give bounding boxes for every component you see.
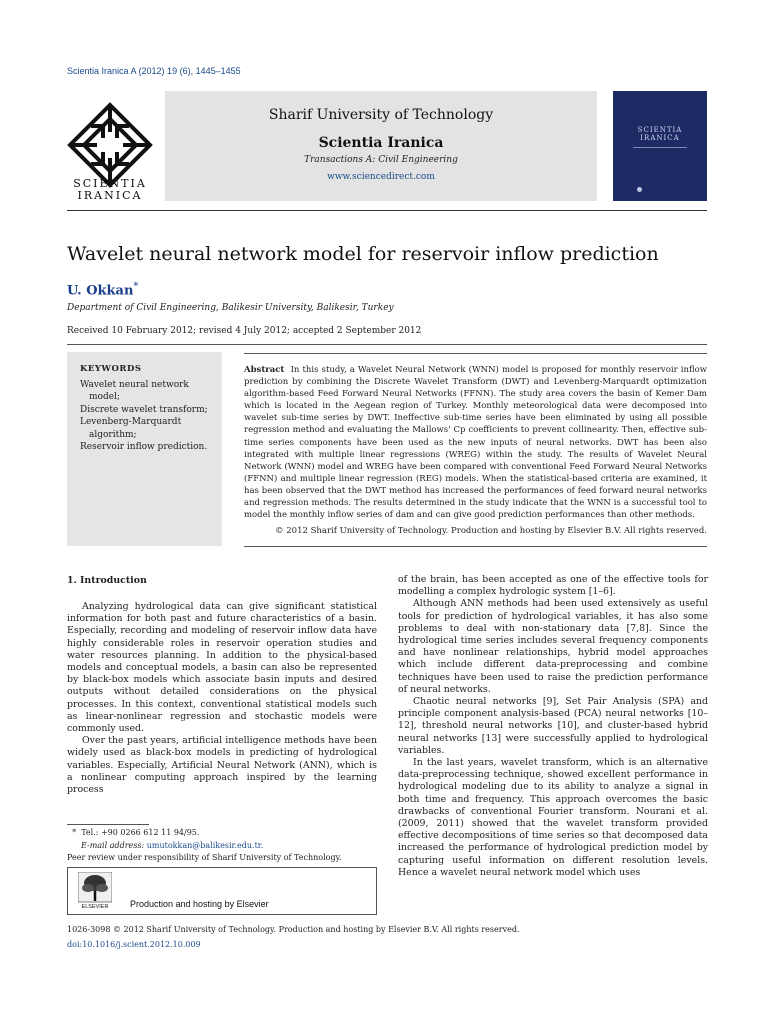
university-name: Sharif University of Technology [268,107,494,123]
author-name: U. Okkan [67,283,134,299]
abstract-rule-top [244,353,707,354]
paragraph: In the last years, wavelet transform, which is an alternative data-preprocessing technique, showed excellent performance in hydrological modeling due to its ability to analyze a signal in both time and frequency. This approach overcomes the basic drawbacks of conventional Fourier transform. Nourani et al. (2009, 2011) showed that the wavelet transform provided effective decompositions of time series so that decomposed data increased the performance of hydrological prediction model by capturing useful information on different resolution levels. Hence a wavelet neural network model which uses [398,757,708,878]
keywords-box [67,352,222,546]
journal-cover-image [613,91,707,201]
author-footnote-mark[interactable]: * [133,281,139,292]
logo-line-1: SCIENTIA [73,177,147,190]
keyword-item: Wavelet neural network model; [80,380,189,403]
section-heading-introduction: 1. Introduction [67,575,147,586]
paragraph: Chaotic neural networks [9], Set Pair Analysis (SPA) and principle component analysis-based (PCA) neural networks [10–12], threshold neural networks [10], and cluster-based hybrid neural networks [13] were successfully applied to hydrological variables. [398,696,708,756]
left-column [67,601,377,796]
paragraph: Although ANN methods had been used extensively as useful tools for prediction of hydrological variables, it has also some problems to deal with non-stationary data [7,8]. Since the hydrological time series includes several frequency components and have nonlinear relationships, hybrid model approaches which include different data-preprocessing and combine techniques have been used to raise the prediction performance of neural networks. [398,598,708,695]
doi-link[interactable]: doi:10.1016/j.scient.2012.10.009 [67,940,201,949]
cover-title-line-2: IRANICA [640,134,680,142]
author-line [67,281,138,298]
elsevier-logo-text: ELSEVIER [81,904,109,910]
abstract [244,364,707,521]
cover-emblem [637,187,642,192]
email-label: E-mail address: [81,840,145,850]
abstract-rule-bottom [244,546,707,547]
title-rule [67,344,707,345]
logo-line-2: IRANICA [77,189,143,202]
right-column [398,574,708,879]
paragraph: Analyzing hydrological data can give significant statistical information for both past and future characteristics of a basin. Especially, recording and modeling of reservoir inflow data have highly considerable roles in reservoir operation studies and water resources planning. In addition to the physical-based models and conceptual models, a basin can also be represented by black-box models which associate basin inputs and desired outputs without detailed considerations on the physical processes. In this context, conventional statistical models such as linear-nonlinear regression and stochastic models were commonly used. [67,601,377,735]
footnote-rule [67,824,149,825]
footnote-tel-text: Tel.: +90 0266 612 11 94/95. [81,828,200,837]
journal-name: Scientia Iranica [318,135,444,151]
abstract-body: In this study, a Wavelet Neural Network (WNN) model is proposed for monthly reservoir inflow prediction by combining the Discrete Wavelet Transform (DWT) and Levenberg-Marquardt optimization algorithm-based Feed Forward Neural Networks (FFNN). The study area covers the basin of Kemer Dam which is located in the Aegean region of Turkey. Monthly meteorological data were decomposed into wavelet sub-time series by DWT. Ineffective sub-time series have been eliminated by using all possible regression method and evaluating the Mallows' Cp coefficients to prevent collinearity. Then, effective sub-time series components have been used as the new inputs of neural networks. DWT has been also integrated with multiple linear regressions (WREG) within the study. The results of Wavelet Neural Network (WNN) model and WREG have been compared with conventional Feed Forward Neural Networks (FFNN) and multiple linear regression (REG) models. When the statistical-based criteria are examined, it has been observed that the DWT method has increased the performances of feed forward neural networks and regression methods. The results determined in the study indicate that the WNN is a successful tool to model the monthly inflow series of dam and can give good prediction performances than other methods. [244,365,708,521]
elsevier-tree-logo [78,872,112,910]
footnote-tel [67,827,377,840]
footnotes [67,827,377,865]
abstract-heading: Abstract [244,365,285,375]
footnote-mark: * [72,828,77,837]
keyword-item: Levenberg-Marquardt algorithm; [80,417,182,440]
keywords-heading: KEYWORDS [80,364,142,374]
issn-copyright: 1026-3098 © 2012 Sharif University of Technology. Production and hosting by Elsevier B.V. All rights reserved. [67,925,520,934]
logo-wordmark [67,178,153,202]
peer-review-note: Peer review under responsibility of Sharif University of Technology. [67,853,342,862]
received-dates: Received 10 February 2012; revised 4 July 2012; accepted 2 September 2012 [67,326,422,336]
elsevier-box [67,867,377,915]
email-link[interactable]: umutokkan@balikesir.edu.tr. [146,840,264,850]
journal-citation[interactable]: Scientia Iranica A (2012) 19 (6), 1445–1455 [67,66,241,76]
journal-banner [165,91,597,201]
paragraph: Over the past years, artificial intelligence methods have been widely used as black-box models in predicting of hydrological variables. Especially, Artificial Neural Network (ANN), which is a nonlinear computing approach inspired by the learning process [67,735,377,796]
cover-title-line-1: SCIENTIA [637,126,683,134]
keyword-item: Discrete wavelet transform; [80,404,208,415]
production-note: Production and hosting by Elsevier [130,899,269,909]
header-rule [67,210,707,211]
article-title: Wavelet neural network model for reservoir inflow prediction [67,243,659,265]
sciencedirect-link[interactable]: www.sciencedirect.com [327,172,435,182]
journal-section: Transactions A: Civil Engineering [304,155,458,165]
cover-divider [633,147,687,148]
abstract-copyright: © 2012 Sharif University of Technology. Production and hosting by Elsevier B.V. All rights reserved. [275,526,707,536]
footnote-email [67,840,377,853]
affiliation: Department of Civil Engineering, Balikesir University, Balikesir, Turkey [67,303,394,313]
keyword-item: Reservoir inflow prediction. [80,442,208,453]
cover-title [613,126,707,142]
paragraph-continued: of the brain, has been accepted as one of the effective tools for modelling a complex hydrologic system [1–6]. [398,574,708,598]
keywords-list [80,379,215,453]
